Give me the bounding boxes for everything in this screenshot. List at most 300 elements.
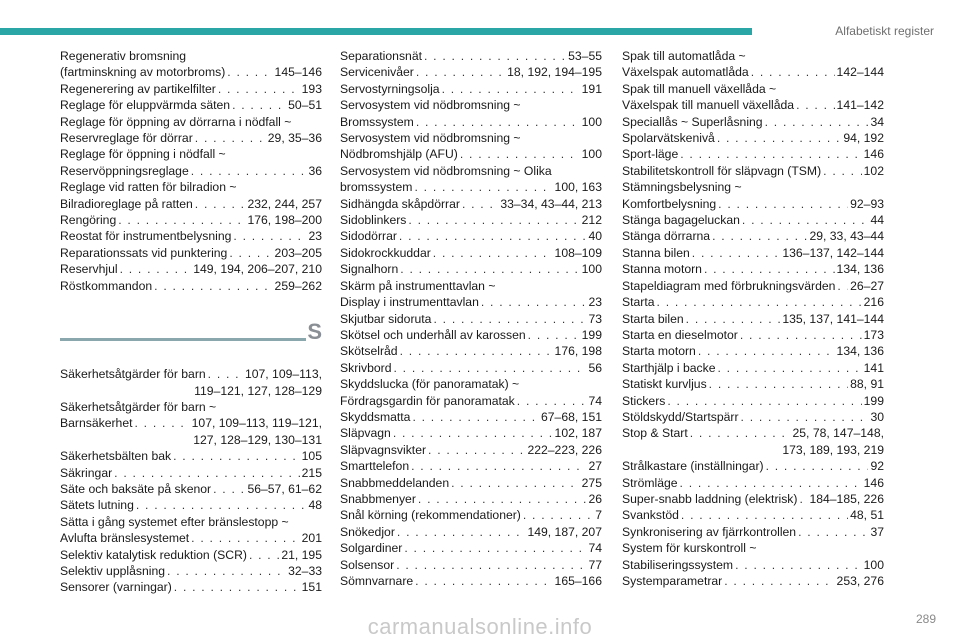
entry-pages: 176, 198 (554, 344, 602, 359)
entries-col1-top (60, 48, 322, 294)
entry-pages: 275 (581, 475, 602, 490)
entry-pages: 26–27 (850, 278, 884, 293)
section-divider (60, 338, 306, 341)
entry-heading-line: Spak till automatlåda ~ (622, 49, 746, 63)
entry-term: Sätets lutning (60, 498, 134, 513)
entry-pages: 73 (588, 311, 602, 326)
dot-leader (765, 114, 869, 130)
dot-leader (191, 530, 299, 546)
entry-pages: 146 (863, 475, 884, 490)
entry-pages: 53–55 (568, 49, 602, 63)
dot-leader (120, 261, 192, 277)
index-entry (622, 327, 884, 343)
entry-pages: 29, 35–36 (267, 131, 322, 146)
dot-leader (399, 228, 587, 244)
entry-pages: 100 (581, 114, 602, 129)
dot-leader (195, 130, 266, 146)
entry-pages: 201 (301, 531, 322, 546)
index-entry (340, 261, 602, 277)
entry-term: Stanna motorn (622, 262, 702, 277)
entry-leader-row (622, 196, 884, 212)
entry-pages: 67–68, 151 (541, 409, 602, 424)
entry-pages: 141 (863, 360, 884, 375)
entry-pages: 173 (863, 327, 884, 342)
index-entry (340, 409, 602, 425)
entry-pages: 100 (581, 262, 602, 277)
entry-heading-line: Spak till manuell växellåda ~ (622, 81, 777, 96)
entry-heading-line: System för kurskontroll ~ (622, 541, 757, 556)
entry-leader-row (340, 228, 602, 244)
index-entry (60, 448, 322, 464)
entry-pages-continued: 173, 189, 193, 219 (782, 442, 884, 457)
index-column-1 (60, 48, 322, 596)
entry-term: Super-snabb laddning (elektrisk) (622, 491, 798, 506)
entry-term: Reparationssats vid punktering (60, 245, 228, 260)
entry-term: Servicenivåer (340, 65, 414, 80)
entry-leader-row (622, 278, 884, 294)
entry-leader-row (622, 130, 884, 146)
dot-leader (114, 465, 299, 481)
entry-leader-row (340, 261, 602, 277)
entry-term: Säkerhetsbälten bak (60, 449, 172, 464)
entry-leader-row (60, 497, 322, 513)
entry-leader-row (340, 524, 602, 540)
dot-leader (460, 146, 580, 162)
dot-leader (698, 343, 835, 359)
index-entry (60, 579, 322, 595)
entry-term: Smarttelefon (340, 459, 410, 474)
dot-leader (528, 327, 580, 343)
entry-term: (fartminskning av motorbroms) (60, 65, 226, 80)
entry-pages: 50–51 (288, 98, 322, 113)
entry-leader-row (60, 97, 322, 113)
dot-leader (400, 343, 553, 359)
entry-term: Släpvagn (340, 426, 391, 441)
index-entry (622, 261, 884, 277)
dot-leader (717, 130, 842, 146)
entry-pages: 215 (301, 465, 322, 480)
index-entry (340, 360, 602, 376)
entry-term: Svankstöd (622, 508, 679, 523)
entry-term: Spolarvätskenivå (622, 131, 715, 146)
index-entry (340, 491, 602, 507)
entry-leader-row (60, 530, 322, 546)
dot-leader (154, 278, 272, 294)
dot-leader (135, 415, 190, 431)
index-entry (340, 245, 602, 261)
entry-term: Sidoblinkers (340, 213, 407, 228)
entry-pages: 107, 109–113, 119–121, (191, 416, 322, 431)
entry-pages-continued: 127, 128–129, 130–131 (193, 432, 322, 447)
dot-leader (433, 245, 553, 261)
entry-leader-row (60, 163, 322, 179)
entry-leader-row (340, 557, 602, 573)
header-title: Alfabetiskt register (835, 24, 934, 38)
entry-leader-row (622, 557, 884, 573)
entry-term: Reservöppningsreglage (60, 163, 189, 178)
entry-leader-row (622, 524, 884, 540)
index-entry (622, 491, 884, 507)
entry-pages: 56 (588, 360, 602, 375)
entry-term: Starta en dieselmotor (622, 327, 738, 342)
entry-term: Synkronisering av fjärrkontrollen (622, 524, 797, 539)
entry-term: Skötselråd (340, 344, 398, 359)
entry-term: Stickers (622, 393, 666, 408)
entry-pages: 29, 33, 43–44 (809, 229, 884, 244)
dot-leader (218, 81, 300, 97)
entry-leader-row (622, 163, 884, 179)
dot-leader (712, 228, 807, 244)
index-entry (340, 573, 602, 589)
page-number: 289 (915, 612, 936, 626)
entry-pages: 74 (588, 393, 602, 408)
entry-pages: 108–109 (554, 245, 602, 260)
index-entry (60, 81, 322, 97)
entry-pages: 141–142 (836, 98, 884, 113)
entry-term: Sidokrockkuddar (340, 245, 431, 260)
entry-pages: 23 (588, 295, 602, 310)
index-entry (622, 294, 884, 310)
entry-term: Starthjälp i backe (622, 360, 716, 375)
entry-leader-row (60, 228, 322, 244)
entry-pages: 135, 137, 141–144 (782, 311, 884, 326)
dot-leader (424, 48, 566, 64)
entry-term: Selektiv upplåsning (60, 563, 166, 578)
dot-leader (798, 524, 868, 540)
dot-leader (118, 212, 245, 228)
entry-pages: 216 (863, 295, 884, 310)
entry-leader-row (622, 343, 884, 359)
index-entry (622, 130, 884, 146)
entry-leader-row (622, 573, 884, 589)
dot-leader (249, 547, 279, 563)
index-entry (622, 179, 884, 212)
entry-term: Strålkastare (inställningar) (622, 459, 764, 474)
entry-leader-row (622, 507, 884, 523)
index-entry (622, 146, 884, 162)
entry-leader-row (340, 48, 602, 64)
entry-pages: 37 (870, 524, 884, 539)
entry-term: Växelspak till manuell växellåda (622, 98, 795, 113)
entry-pages: 77 (588, 557, 602, 572)
dot-leader (796, 97, 834, 113)
index-entry (340, 212, 602, 228)
section-letter: S (307, 319, 322, 345)
entry-leader-row (340, 425, 602, 441)
index-entry (340, 327, 602, 343)
entry-heading-line: Skärm på instrumenttavlan ~ (340, 278, 496, 293)
entry-leader-row (622, 409, 884, 425)
entry-term: Starta bilen (622, 311, 684, 326)
dot-leader (408, 212, 579, 228)
entry-term: Signalhorn (340, 262, 399, 277)
entry-term: Servostyrningsolja (340, 81, 440, 96)
entry-pages: 149, 187, 207 (527, 524, 602, 539)
entry-leader-row (622, 311, 884, 327)
entry-term: Statiskt kurvljus (622, 377, 707, 392)
entry-pages: 21, 195 (281, 547, 322, 562)
index-entry (60, 146, 322, 179)
entry-pages: 23 (308, 229, 322, 244)
entry-leader-row (622, 425, 884, 441)
index-entry (340, 475, 602, 491)
entries-col1-bottom (60, 366, 322, 596)
dot-leader (740, 327, 862, 343)
index-column-3 (622, 48, 884, 589)
dot-leader (690, 425, 791, 441)
entry-leader-row (622, 491, 884, 507)
dot-leader (751, 64, 835, 80)
entry-leader-row (340, 573, 602, 589)
dot-leader (393, 360, 586, 376)
index-entry (340, 540, 602, 556)
dot-leader (397, 524, 526, 540)
entry-leader-row (622, 393, 884, 409)
entry-pages: 146 (863, 147, 884, 162)
index-entry (622, 245, 884, 261)
dot-leader (412, 409, 539, 425)
index-entry (340, 507, 602, 523)
entry-term: Strömläge (622, 475, 678, 490)
entry-leader-row (340, 114, 602, 130)
entry-leader-row (340, 196, 602, 212)
entry-term: Stapeldiagram med förbrukningsvärden (622, 278, 836, 293)
dot-leader (416, 114, 580, 130)
entry-term: Solgardiner (340, 541, 403, 556)
entry-term: Sidhängda skåpdörrar (340, 196, 460, 211)
entry-leader-row (60, 415, 322, 431)
dot-leader (462, 196, 498, 212)
entry-leader-row (340, 475, 602, 491)
entry-leader-row (60, 278, 322, 294)
index-entry (340, 81, 602, 97)
entry-leader-row (60, 366, 322, 382)
dot-leader (414, 179, 552, 195)
index-entry (60, 547, 322, 563)
entry-pages: 48, 51 (850, 508, 884, 523)
entry-pages: 44 (870, 213, 884, 228)
dot-leader (174, 579, 300, 595)
index-entry (60, 97, 322, 113)
index-entry (622, 458, 884, 474)
entry-pages: 74 (588, 541, 602, 556)
entry-term: Starta (622, 295, 655, 310)
dot-leader (415, 573, 552, 589)
entry-leader-row (340, 507, 602, 523)
entry-leader-row (622, 360, 884, 376)
entry-pages: 100 (863, 557, 884, 572)
dot-leader (396, 557, 586, 573)
entry-pages: 191 (581, 81, 602, 96)
entry-pages: 40 (588, 229, 602, 244)
dot-leader (667, 393, 861, 409)
entry-pages: 176, 198–200 (247, 213, 322, 228)
index-entry (622, 475, 884, 491)
entry-leader-row (340, 64, 602, 80)
dot-leader (709, 376, 848, 392)
index-entry (60, 245, 322, 261)
entry-term: Komfortbelysning (622, 196, 717, 211)
index-entry (340, 196, 602, 212)
entry-pages: 7 (595, 508, 602, 523)
entry-pages: 92–93 (850, 196, 884, 211)
index-entry (340, 343, 602, 359)
entry-term: Systemparametrar (622, 574, 723, 588)
entry-term: Sensorer (varningar) (60, 580, 172, 595)
entry-heading-line: Skyddslucka (för panoramatak) ~ (340, 377, 520, 392)
entry-term: Skötsel och underhåll av karossen (340, 327, 526, 342)
dot-leader (766, 458, 869, 474)
dot-leader (393, 425, 553, 441)
entry-pages: 105 (301, 449, 322, 464)
entry-heading-line: Servosystem vid nödbromsning ~ Olika (340, 163, 552, 178)
entry-term: Stanna bilen (622, 245, 690, 260)
entry-term: Stänga dörrarna (622, 229, 711, 244)
entry-pages: 253, 276 (836, 574, 884, 588)
dot-leader (191, 163, 307, 179)
dot-leader (742, 212, 869, 228)
entry-term: Säkerhetsåtgärder för barn (60, 367, 206, 382)
dot-leader (517, 393, 587, 409)
entry-term: Säkringar (60, 465, 113, 480)
entry-term: Reservhjul (60, 262, 118, 277)
entry-term: Bilradioreglage på ratten (60, 196, 193, 211)
entry-term: Rengöring (60, 213, 117, 228)
entry-pages: 142–144 (836, 65, 884, 80)
entry-term: Regenerering av partikelfilter (60, 81, 216, 96)
index-entry (622, 524, 884, 540)
dot-leader (704, 261, 835, 277)
dot-leader (173, 448, 300, 464)
entry-leader-row (340, 409, 602, 425)
dot-leader (799, 491, 807, 507)
index-entry (622, 540, 884, 573)
entry-term: Stänga bagageluckan (622, 213, 740, 228)
entry-term: Släpvagnsvikter (340, 442, 427, 457)
index-entry (622, 212, 884, 228)
dot-leader (227, 64, 272, 80)
entry-leader-row (60, 448, 322, 464)
entry-term: Skjutbar sidoruta (340, 311, 432, 326)
entry-pages: 92 (870, 459, 884, 474)
watermark: carmanualsonline.info (367, 614, 593, 639)
entry-pages-continued: 119–121, 127, 128–129 (194, 383, 322, 398)
entry-pages: 222–223, 226 (527, 442, 602, 457)
entry-term: Starta motorn (622, 344, 696, 359)
entry-pages: 212 (581, 213, 602, 228)
dot-leader (718, 196, 848, 212)
entry-pages: 100, 163 (554, 180, 602, 195)
entry-term: Stabiliseringssystem (622, 557, 734, 572)
entry-leader-row (60, 579, 322, 595)
dot-leader (724, 573, 834, 589)
dot-leader (680, 475, 862, 491)
index-entry (60, 481, 322, 497)
entry-pages: 107, 109–113, (244, 367, 322, 382)
index-entry (340, 311, 602, 327)
entry-term: Reostat för instrumentbelysning (60, 229, 232, 244)
entry-leader-row (340, 294, 602, 310)
dot-leader (208, 366, 243, 382)
entry-pages: 33–34, 43–44, 213 (500, 196, 602, 211)
entry-term: Stöldskydd/Startspärr (622, 409, 739, 424)
entry-leader-row (340, 442, 602, 458)
entry-term: Speciallås ~ Superlåsning (622, 114, 763, 129)
dot-leader (686, 311, 781, 327)
entry-heading-line: Stämningsbelysning ~ (622, 180, 742, 195)
dot-leader (213, 481, 245, 497)
entry-term: Säte och baksäte på skenor (60, 481, 212, 496)
entry-leader-row (60, 130, 322, 146)
entry-heading-line: Reglage för öppning i nödfall ~ (60, 147, 226, 162)
entry-pages: 18, 192, 194–195 (507, 65, 602, 80)
index-entry (340, 163, 602, 196)
entry-pages: 26 (588, 491, 602, 506)
entry-leader-row (60, 212, 322, 228)
entry-leader-row (340, 179, 602, 195)
entry-leader-row (622, 458, 884, 474)
dot-leader (411, 458, 586, 474)
entry-leader-row (340, 393, 602, 409)
index-entry (622, 376, 884, 392)
dot-leader (741, 409, 869, 425)
entry-leader-row (340, 212, 602, 228)
dot-leader (657, 294, 862, 310)
dot-leader (404, 540, 586, 556)
entry-pages: 56–57, 61–62 (247, 481, 322, 496)
entry-term: Barnsäkerhet (60, 416, 133, 431)
entry-leader-row (340, 81, 602, 97)
entry-pages: 134, 136 (836, 344, 884, 359)
index-entry (340, 425, 602, 441)
entry-term: Skrivbord (340, 360, 392, 375)
index-entry (60, 228, 322, 244)
entry-term: Sidodörrar (340, 229, 397, 244)
entry-heading-line: Sätta i gång systemet efter bränslestopp ~ (60, 514, 289, 529)
entry-leader-row (622, 97, 884, 113)
entry-pages: 193 (301, 81, 322, 96)
entry-term: Stop & Start (622, 426, 688, 441)
dot-leader (837, 278, 848, 294)
index-entry (60, 366, 322, 399)
entry-pages: 102, 187 (554, 426, 602, 441)
entry-leader-row (340, 343, 602, 359)
entry-pages: 232, 244, 257 (247, 196, 322, 211)
entry-term: Sport-läge (622, 147, 679, 162)
entry-pages: 34 (870, 114, 884, 129)
index-entry (622, 311, 884, 327)
dot-leader (735, 557, 862, 573)
dot-leader (823, 163, 862, 179)
index-entry (622, 163, 884, 179)
entry-pages: 100 (581, 147, 602, 162)
entry-leader-row (340, 360, 602, 376)
index-entry (622, 507, 884, 523)
entry-heading-line: Servosystem vid nödbromsning ~ (340, 131, 521, 146)
entry-leader-row (60, 261, 322, 277)
index-entry (622, 48, 884, 81)
dot-leader (692, 245, 781, 261)
index-entry (622, 360, 884, 376)
entry-leader-row (622, 212, 884, 228)
dot-leader (428, 442, 525, 458)
dot-leader (195, 196, 246, 212)
entry-pages: 25, 78, 147–148, (792, 426, 884, 441)
dot-leader (718, 360, 862, 376)
entry-pages: 151 (301, 580, 322, 595)
entry-pages: 48 (308, 498, 322, 513)
entry-leader-row (340, 458, 602, 474)
